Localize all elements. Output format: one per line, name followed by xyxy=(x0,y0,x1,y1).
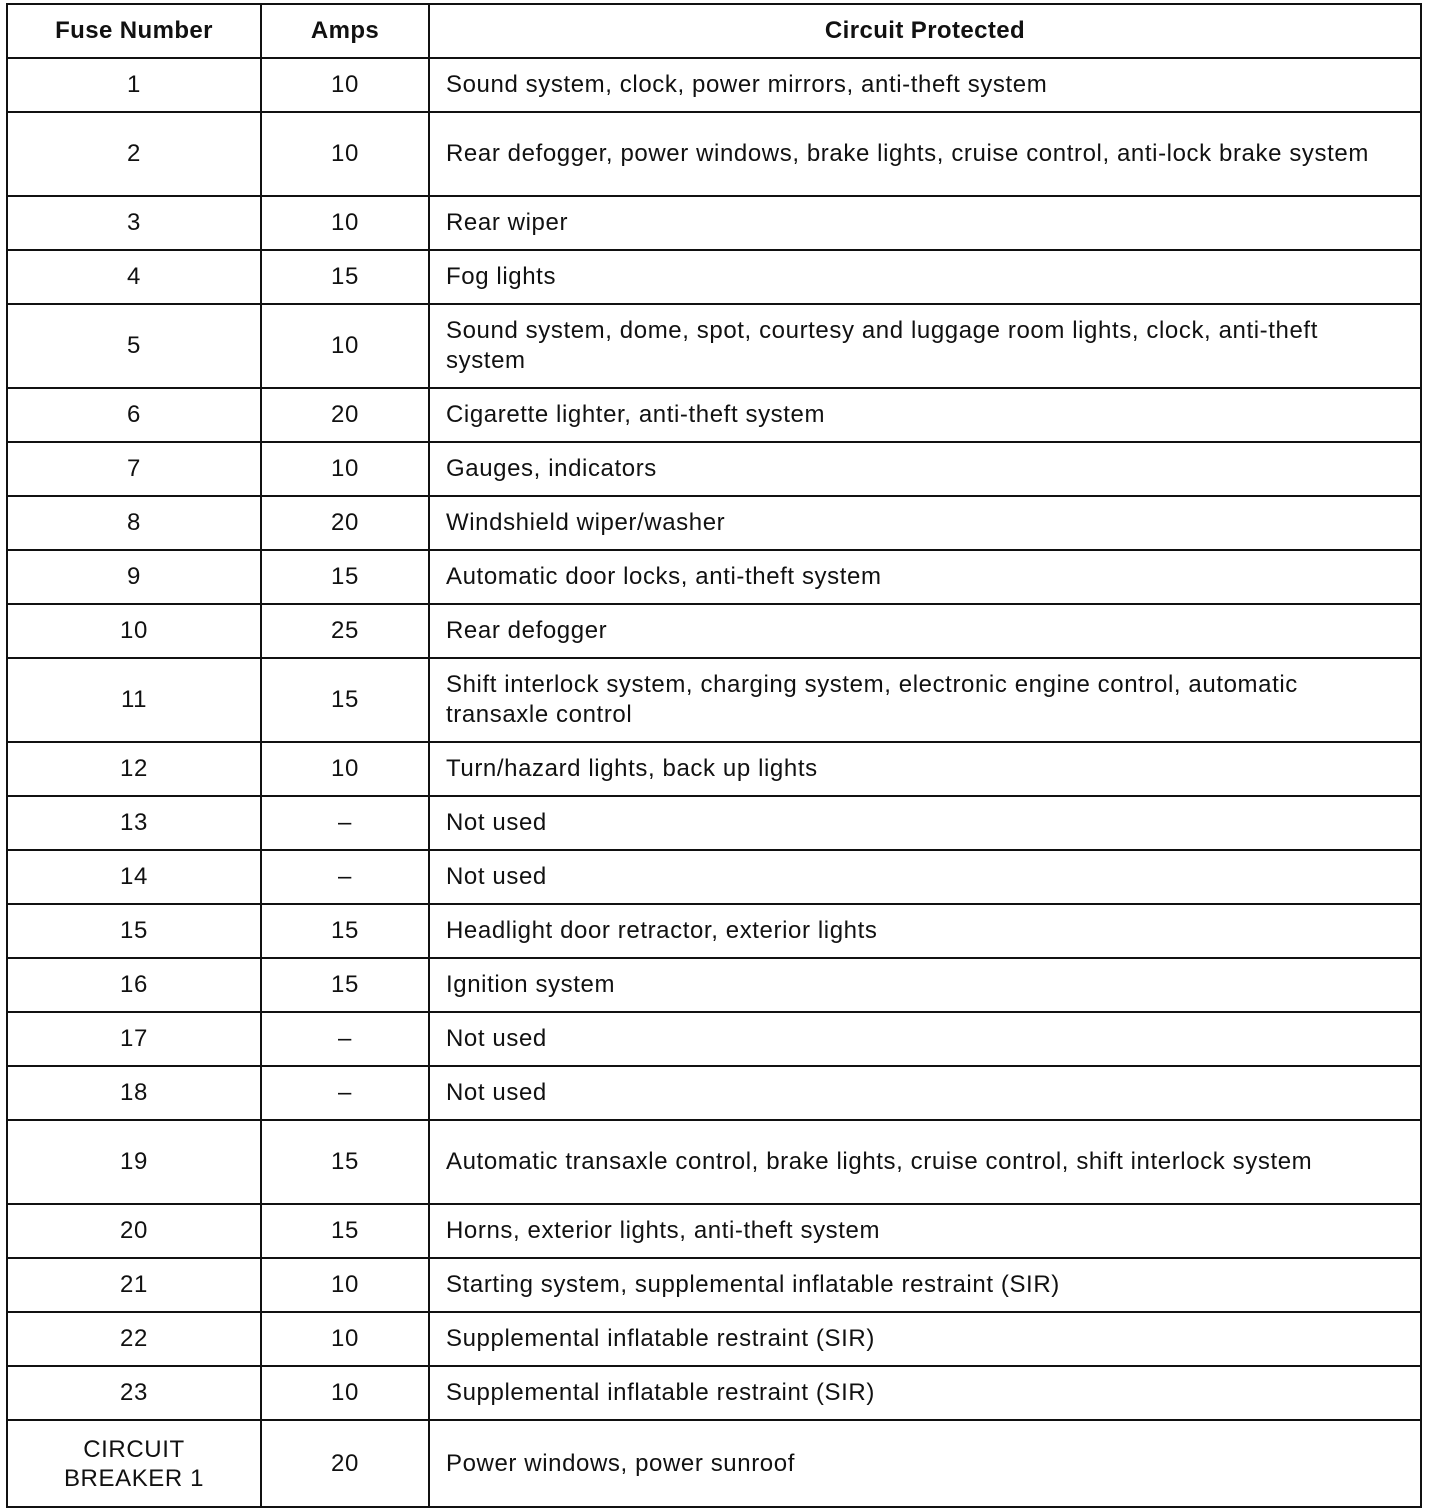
header-amps: Amps xyxy=(261,4,429,58)
amps-cell: – xyxy=(261,850,429,904)
amps-cell: 15 xyxy=(261,658,429,742)
amps-cell: 15 xyxy=(261,1204,429,1258)
amps-cell: 25 xyxy=(261,604,429,658)
table-header-row xyxy=(7,4,1421,58)
table-row xyxy=(7,496,1421,550)
amps-cell: 10 xyxy=(261,58,429,112)
circuit-cell: Windshield wiper/washer xyxy=(429,496,1421,550)
table-row xyxy=(7,442,1421,496)
circuit-cell: Supplemental inflatable restraint (SIR) xyxy=(429,1366,1421,1420)
amps-cell: 15 xyxy=(261,1120,429,1204)
table-row xyxy=(7,388,1421,442)
fuse-table xyxy=(6,3,1422,1508)
fuse-number-cell: 19 xyxy=(7,1120,261,1204)
table-row xyxy=(7,604,1421,658)
fuse-number-cell: 8 xyxy=(7,496,261,550)
table-row xyxy=(7,1204,1421,1258)
header-fuse-number: Fuse Number xyxy=(7,4,261,58)
fuse-number-cell: 14 xyxy=(7,850,261,904)
circuit-cell: Rear defogger xyxy=(429,604,1421,658)
fuse-table-container xyxy=(6,3,1420,1508)
fuse-number-cell: 3 xyxy=(7,196,261,250)
amps-cell: 10 xyxy=(261,112,429,196)
fuse-number-cell: 7 xyxy=(7,442,261,496)
circuit-cell: Sound system, dome, spot, courtesy and luggage room lights, clock, anti-theft system xyxy=(429,304,1421,388)
circuit-cell: Shift interlock system, charging system, electronic engine control, automatic transaxle control xyxy=(429,658,1421,742)
fuse-number-cell: 15 xyxy=(7,904,261,958)
amps-cell: 10 xyxy=(261,1366,429,1420)
table-row xyxy=(7,658,1421,742)
amps-cell: 10 xyxy=(261,742,429,796)
fuse-number-cell: 17 xyxy=(7,1012,261,1066)
amps-cell: 20 xyxy=(261,496,429,550)
circuit-cell: Not used xyxy=(429,1066,1421,1120)
circuit-breaker-row xyxy=(7,1420,1421,1507)
circuit-cell: Power windows, power sunroof xyxy=(429,1420,1421,1507)
fuse-number-cell: 16 xyxy=(7,958,261,1012)
circuit-cell: Starting system, supplemental inflatable restraint (SIR) xyxy=(429,1258,1421,1312)
amps-cell: 15 xyxy=(261,958,429,1012)
fuse-number-cell: 11 xyxy=(7,658,261,742)
table-row xyxy=(7,796,1421,850)
fuse-number-cell: 22 xyxy=(7,1312,261,1366)
fuse-number-cell: 13 xyxy=(7,796,261,850)
circuit-breaker-label-line1: CIRCUIT xyxy=(83,1435,185,1463)
fuse-number-cell xyxy=(7,1420,261,1507)
table-row xyxy=(7,1012,1421,1066)
amps-cell: 15 xyxy=(261,550,429,604)
circuit-cell: Supplemental inflatable restraint (SIR) xyxy=(429,1312,1421,1366)
table-row xyxy=(7,112,1421,196)
amps-cell: 15 xyxy=(261,250,429,304)
table-row xyxy=(7,550,1421,604)
circuit-cell: Sound system, clock, power mirrors, anti-theft system xyxy=(429,58,1421,112)
table-row xyxy=(7,742,1421,796)
circuit-cell: Not used xyxy=(429,796,1421,850)
fuse-number-cell: 12 xyxy=(7,742,261,796)
table-row xyxy=(7,850,1421,904)
fuse-number-cell: 4 xyxy=(7,250,261,304)
circuit-cell: Automatic transaxle control, brake lights, cruise control, shift interlock system xyxy=(429,1120,1421,1204)
table-row xyxy=(7,1258,1421,1312)
amps-cell: 10 xyxy=(261,1258,429,1312)
circuit-cell: Headlight door retractor, exterior lights xyxy=(429,904,1421,958)
table-row xyxy=(7,1066,1421,1120)
fuse-number-cell: 9 xyxy=(7,550,261,604)
amps-cell: 20 xyxy=(261,388,429,442)
table-row xyxy=(7,958,1421,1012)
circuit-cell: Not used xyxy=(429,850,1421,904)
circuit-cell: Automatic door locks, anti-theft system xyxy=(429,550,1421,604)
circuit-cell: Gauges, indicators xyxy=(429,442,1421,496)
table-row xyxy=(7,904,1421,958)
fuse-number-cell: 6 xyxy=(7,388,261,442)
table-row xyxy=(7,58,1421,112)
header-circuit-protected: Circuit Protected xyxy=(429,4,1421,58)
amps-cell: – xyxy=(261,796,429,850)
amps-cell: 10 xyxy=(261,442,429,496)
circuit-cell: Rear wiper xyxy=(429,196,1421,250)
fuse-number-cell: 23 xyxy=(7,1366,261,1420)
amps-cell: 10 xyxy=(261,196,429,250)
amps-cell: – xyxy=(261,1012,429,1066)
amps-cell: 10 xyxy=(261,1312,429,1366)
fuse-number-cell: 1 xyxy=(7,58,261,112)
table-row xyxy=(7,250,1421,304)
amps-cell: 10 xyxy=(261,304,429,388)
circuit-cell: Rear defogger, power windows, brake lights, cruise control, anti-lock brake system xyxy=(429,112,1421,196)
table-row xyxy=(7,1120,1421,1204)
circuit-cell: Cigarette lighter, anti-theft system xyxy=(429,388,1421,442)
fuse-number-cell: 21 xyxy=(7,1258,261,1312)
circuit-cell: Ignition system xyxy=(429,958,1421,1012)
circuit-cell: Horns, exterior lights, anti-theft system xyxy=(429,1204,1421,1258)
circuit-cell: Fog lights xyxy=(429,250,1421,304)
amps-cell: 15 xyxy=(261,904,429,958)
table-row xyxy=(7,196,1421,250)
table-row xyxy=(7,1366,1421,1420)
circuit-cell: Turn/hazard lights, back up lights xyxy=(429,742,1421,796)
fuse-number-cell: 18 xyxy=(7,1066,261,1120)
circuit-cell: Not used xyxy=(429,1012,1421,1066)
table-row xyxy=(7,304,1421,388)
fuse-number-cell: 2 xyxy=(7,112,261,196)
amps-cell: – xyxy=(261,1066,429,1120)
amps-cell: 20 xyxy=(261,1420,429,1507)
fuse-number-cell: 20 xyxy=(7,1204,261,1258)
circuit-breaker-label-line2: BREAKER 1 xyxy=(63,1464,205,1492)
fuse-number-cell: 5 xyxy=(7,304,261,388)
fuse-number-cell: 10 xyxy=(7,604,261,658)
table-row xyxy=(7,1312,1421,1366)
